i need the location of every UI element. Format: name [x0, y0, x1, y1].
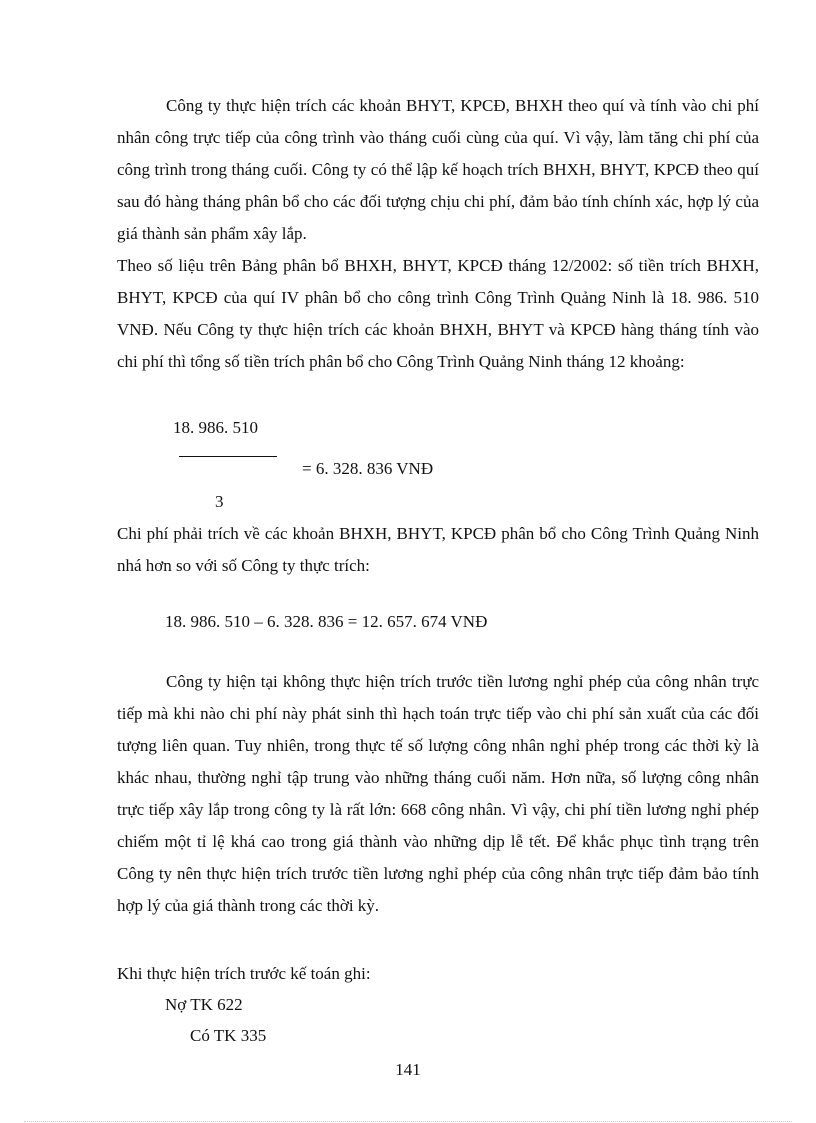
paragraph-difference: Chi phí phải trích về các khoản BHXH, BHYT, KPCĐ phân bổ cho Công Trình Quảng Ninh nhá hơn so với số Công ty thực trích: [117, 524, 759, 575]
fraction-numerator: 18. 986. 510 [173, 418, 258, 437]
journal-credit: Có TK 335 [190, 1026, 267, 1045]
paragraph-data-allocation: Theo số liệu trên Bảng phân bổ BHXH, BHYT, KPCĐ tháng 12/2002: số tiền trích BHXH, BHYT, KPCĐ của quí IV phân bổ cho công trình Công Trình Quảng Ninh là 18. 986. 510 VNĐ. Nếu Công ty thực hiện trích các khoản BHXH, BHYT và KPCĐ hàng tháng tính vào chi phí thì tổng số tiền trích phân bổ cho Công Trình Quảng Ninh tháng 12 khoảng: [117, 256, 759, 371]
paragraph-entry-intro: Khi thực hiện trích trước kế toán ghi: [117, 964, 371, 983]
page-number: 141 [395, 1060, 421, 1079]
fraction-denominator: 3 [215, 492, 224, 511]
fraction-result: = 6. 328. 836 VNĐ [302, 459, 434, 478]
difference-equation: 18. 986. 510 – 6. 328. 836 = 12. 657. 674 VNĐ [165, 612, 488, 631]
footer-divider [24, 1121, 792, 1122]
journal-debit: Nợ TK 622 [165, 995, 243, 1014]
fraction-bar [179, 456, 277, 457]
paragraph-leave-salary: Công ty hiện tại không thực hiện trích trước tiền lương nghỉ phép của công nhân trực tiếp mà khi nào chi phí này phát sinh thì hạch toán trực tiếp vào chi phí sản xuất của các đối tượng liên quan. Tuy nhiên, trong thực tế số lượng công nhân nghỉ phép trong các thời kỳ là khác nhau, thường nghỉ tập trung vào những tháng cuối năm. Hơn nữa, số lượng công nhân trực tiếp xây lắp trong công ty là rất lớn: 668 công nhân. Vì vậy, chi phí tiền lương nghỉ phép chiếm một tỉ lệ khá cao trong giá thành vào những dịp lễ tết. Để khắc phục tình trạng trên Công ty nên thực hiện trích trước tiền lương nghỉ phép của công nhân trực tiếp đảm bảo tính hợp lý của giá thành trong các thời kỳ. [117, 672, 759, 915]
paragraph-bhyt-kpcd-bhxh: Công ty thực hiện trích các khoản BHYT, KPCĐ, BHXH theo quí và tính vào chi phí nhân công trực tiếp của công trình vào tháng cuối cùng của quí. Vì vậy, làm tăng chi phí của công trình trong tháng cuối. Công ty có thể lập kế hoạch trích BHXH, BHYT, KPCĐ theo quí sau đó hàng tháng phân bổ cho các đối tượng chịu chi phí, đảm bảo tính chính xác, hợp lý của giá thành sản phẩm xây lắp. [117, 96, 759, 243]
